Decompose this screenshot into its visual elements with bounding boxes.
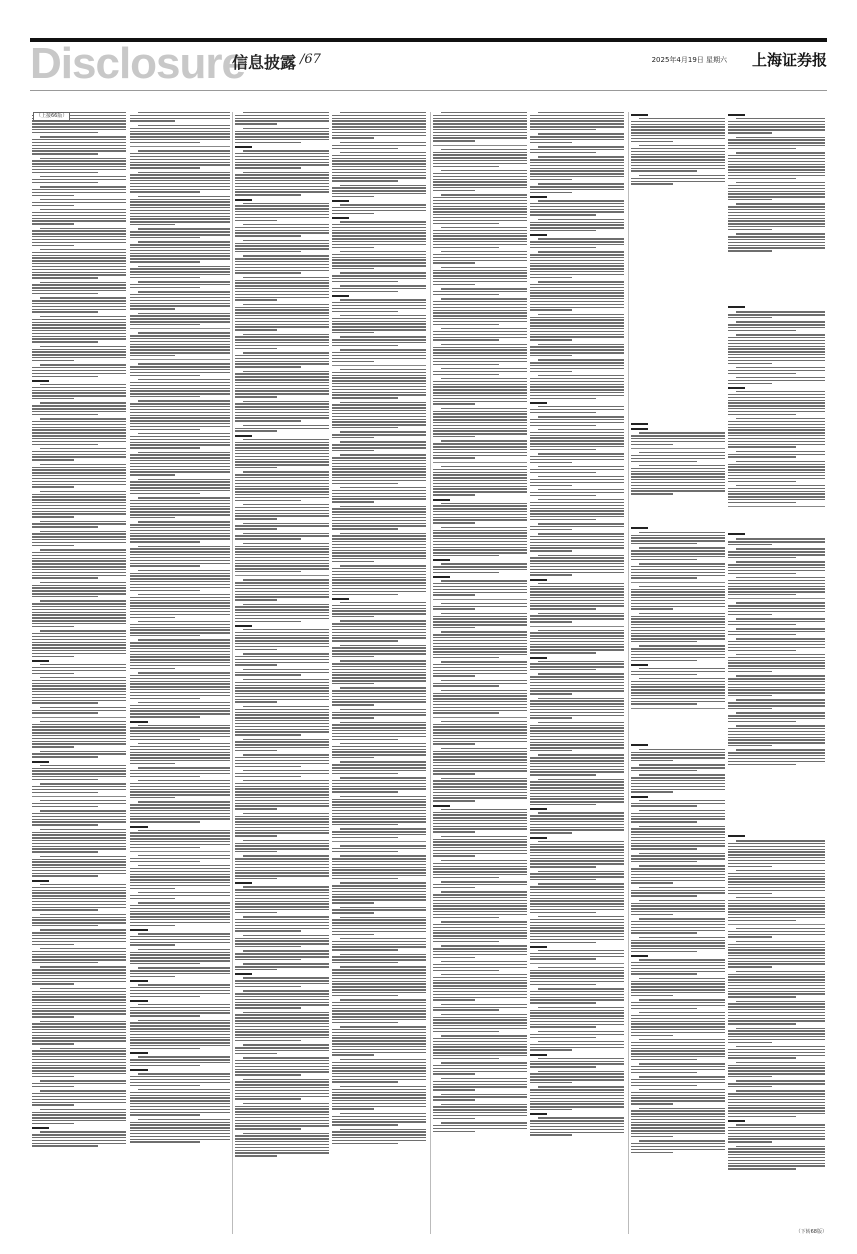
column-divider (232, 112, 233, 1234)
newspaper-name: 上海证券报 (751, 51, 827, 69)
page-number: /67 (300, 52, 321, 67)
text-column-4 (332, 112, 426, 1234)
text-column-6 (530, 112, 624, 1234)
issue-date: 2025年4月19日 星期六 (651, 56, 727, 64)
article-body (30, 112, 827, 1234)
continued-label: （下转68版） (795, 1229, 827, 1235)
brand-wordmark: Disclosure (30, 39, 245, 88)
text-column-2 (130, 112, 230, 1234)
masthead-rule (30, 90, 827, 91)
text-column-7 (631, 112, 725, 1234)
column-divider (628, 112, 629, 1234)
continuation-label: （上接66版） (33, 112, 70, 121)
column-divider (430, 112, 431, 1234)
text-column-5 (433, 112, 527, 1234)
section-title: 信息披露 (232, 53, 297, 72)
masthead (30, 39, 827, 88)
text-column-8 (728, 112, 825, 1234)
text-column-1 (32, 112, 126, 1234)
text-column-3 (235, 112, 329, 1234)
